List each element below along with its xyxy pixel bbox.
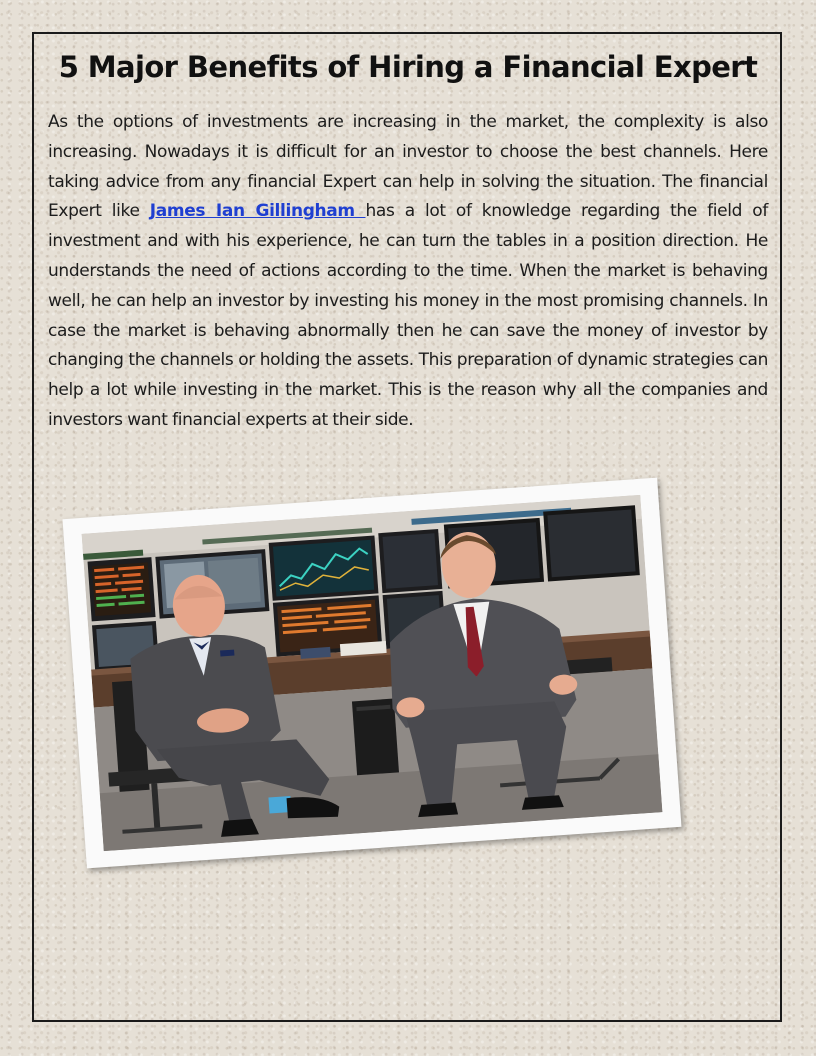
expert-name-link[interactable]: James Ian Gillingham: [149, 201, 366, 222]
trading-room-photo: [82, 495, 663, 851]
body-paragraph: [48, 108, 768, 436]
photo-frame: [63, 478, 682, 869]
paragraph-text-end: has a lot of knowledge regarding the field of investment and with his experience, he can turn the tables in a position direction. He understands the need of actions according to the time. When the market is behaving well, he can help an investor by investing his money in the most promising channels. In case the market is behaving abnormally then he can save the money of investor by changing the channels or holding the assets. This preparation of dynamic strategies can help a lot while investing in the market. This is the reason why all the companies and investors want financial experts at their side.: [48, 201, 768, 430]
paragraph-text-start: As the options of investments are increasing in the market, the complexity is also increasing. Nowadays it is difficult for an investor to choose the best channels. Here taking advice from any financial Expert can help in solving the situation. The financial Expert like: [48, 112, 768, 222]
page-title: 5 Major Benefits of Hiring a Financial Expert: [58, 50, 758, 84]
